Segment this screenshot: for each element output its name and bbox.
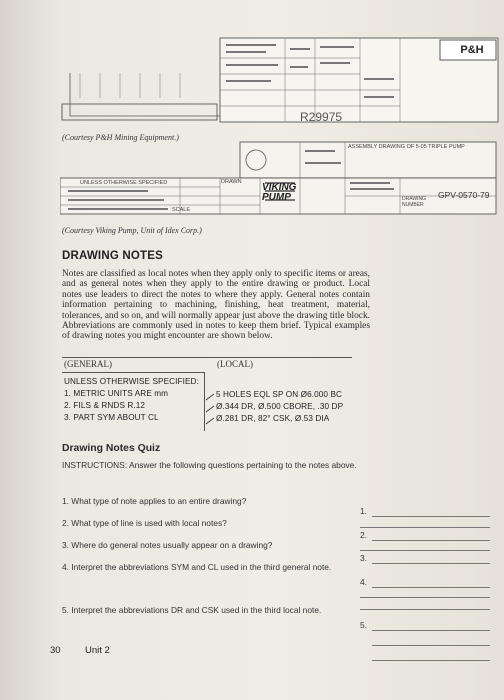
answer-number: 4. <box>360 577 367 587</box>
caption-ph: (Courtesy P&H Mining Equipment.) <box>62 133 179 142</box>
answer-number: 5. <box>360 620 367 630</box>
quiz-title: Drawing Notes Quiz <box>62 443 161 454</box>
answer-line-1[interactable] <box>372 516 490 517</box>
answer-line-2[interactable] <box>372 540 490 541</box>
answer-line-5[interactable] <box>372 630 490 631</box>
tolerance-header: UNLESS OTHERWISE SPECIFIED <box>80 180 168 186</box>
quiz-question: 3. Where do general notes usually appear on a drawing? <box>62 540 273 550</box>
answer-line-extra <box>372 645 490 646</box>
ph-logo: P&H <box>460 44 484 56</box>
general-label: (GENERAL) <box>64 359 112 369</box>
answer-number: 3. <box>360 553 367 563</box>
viking-logo-line1: VIKING <box>262 182 297 193</box>
answer-line-4[interactable] <box>372 587 490 588</box>
quiz-question: 5. Interpret the abbreviations DR and CSK used in the third local note. <box>62 605 322 615</box>
local-note-line: 5 HOLES EQL SP ON Ø6.000 BC <box>216 390 343 399</box>
local-label: (LOCAL) <box>217 359 253 369</box>
unit-label: Unit 2 <box>85 645 110 656</box>
page-number: 30 <box>50 645 61 656</box>
general-note-line: 1. METRIC UNITS ARE mm <box>64 389 169 398</box>
answer-line-extra <box>360 527 490 528</box>
drawing-number-label: DRAWING NUMBER <box>402 196 426 208</box>
quiz-question: 1. What type of note applies to an entire drawing? <box>62 496 247 506</box>
drawn-label: DRAWN <box>221 179 242 185</box>
answer-line-extra <box>360 609 490 610</box>
notes-paragraph: Notes are classified as local notes when they apply only to specific items or areas, and as general notes when they apply to the entire drawing or product. Local notes use leaders to direct the notes to where they apply. General notes contain information pertaining to machining, finishing, heat treatment, material, tolerances, and so on, and will normally appear just above the drawing title block. Abbreviations are commonly used in notes to keep them brief. Typical examples of drawing notes you might encounter are shown below. <box>62 269 370 342</box>
answer-line-extra <box>360 550 490 551</box>
scale-label: SCALE <box>172 207 191 213</box>
quiz-question: 2. What type of line is used with local notes? <box>62 518 227 528</box>
local-note-line: Ø.281 DR, 82° CSK, Ø.53 DIA <box>216 414 330 423</box>
leader-lines <box>204 388 216 428</box>
viking-logo-line2: PUMP <box>262 192 291 203</box>
answer-line-3[interactable] <box>372 563 490 564</box>
quiz-question: 4. Interpret the abbreviations SYM and CL used in the third general note. <box>62 562 332 572</box>
ph-drawing-number: R29975 <box>300 110 343 124</box>
notes-example <box>62 357 352 432</box>
general-note-line: 2. FILS & RNDS R.12 <box>64 401 146 410</box>
answer-number: 1. <box>360 506 367 516</box>
local-note-line: Ø.344 DR, Ø.500 CBORE, .30 DP <box>216 402 344 411</box>
viking-drawing-number: GPV-0570-79 <box>438 190 490 200</box>
general-note-line: UNLESS OTHERWISE SPECIFIED: <box>64 377 199 386</box>
section-title: DRAWING NOTES <box>62 250 163 262</box>
general-note-line: 3. PART SYM ABOUT CL <box>64 413 159 422</box>
caption-viking: (Courtesy Viking Pump, Unit of Idex Corp.) <box>62 226 202 235</box>
viking-logo <box>262 183 296 203</box>
quiz-instructions: INSTRUCTIONS: Answer the following questions pertaining to the notes above. <box>62 460 357 470</box>
drawing-title: ASSEMBLY DRAWING OF 5-05 TRIPLE PUMP <box>348 144 465 150</box>
title-block-ph <box>60 18 500 126</box>
answer-number: 2. <box>360 530 367 540</box>
answer-line-extra <box>360 597 490 598</box>
answer-line-extra <box>372 660 490 661</box>
